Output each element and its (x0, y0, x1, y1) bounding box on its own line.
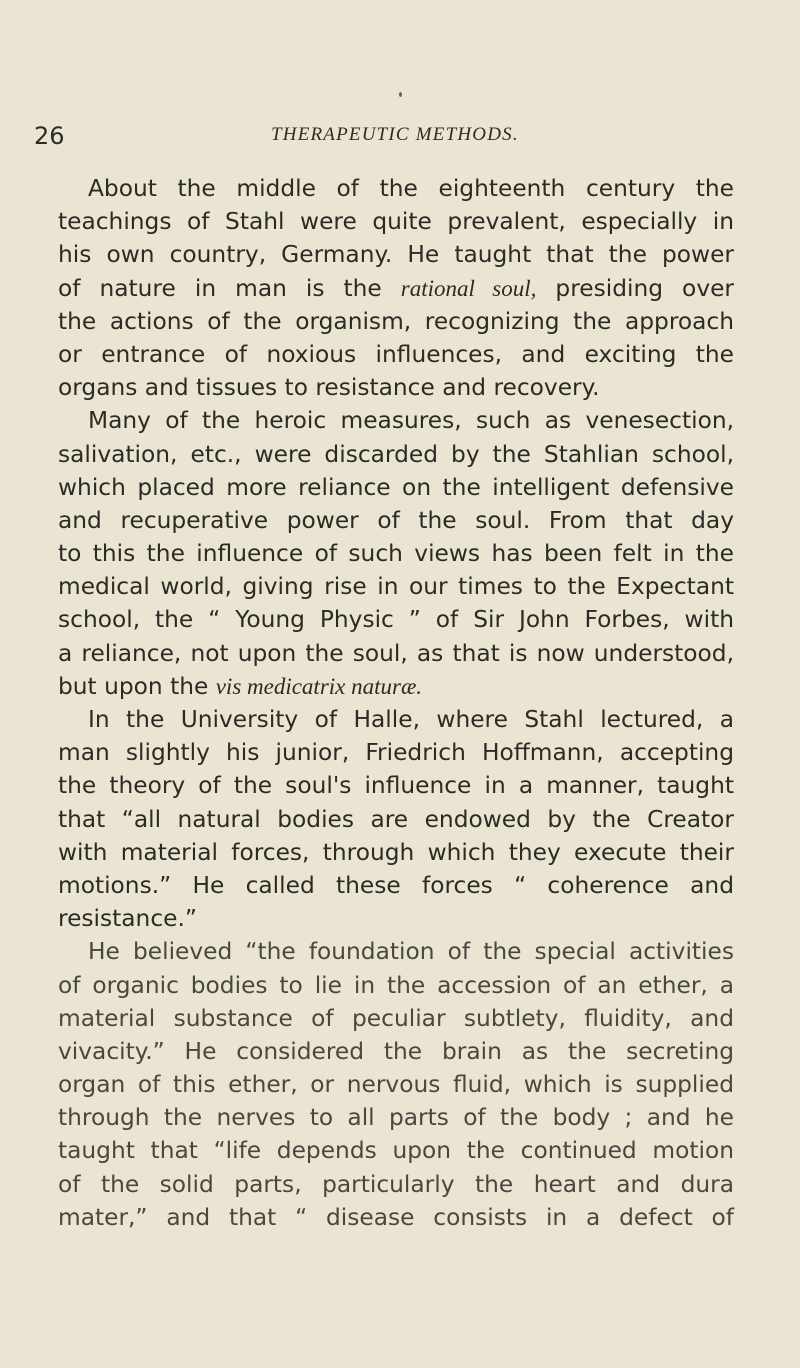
print-speck (399, 92, 402, 97)
text-line: that “all natural bodies are endowed by the Creator (58, 805, 734, 833)
text-line: In the University of Halle, where Stahl lectured, a (88, 706, 734, 733)
page-number: 26 (34, 122, 65, 150)
text-line: taught that “life depends upon the continued motion (58, 1137, 734, 1165)
italic-phrase: rational soul, (400, 275, 537, 301)
text-line: He believed “the foundation of the special activities (88, 938, 734, 966)
text-line: man slightly his junior, Friedrich Hoffmann, accepting (58, 739, 734, 767)
text-line: with material forces, through which they execute their (58, 838, 734, 866)
text-line: mater,” and that “ disease consists in a defect of (58, 1203, 734, 1231)
text-line: About the middle of the eighteenth century the (88, 175, 734, 202)
text-line: school, the “ Young Physic ” of Sir John Forbes, with (58, 606, 734, 634)
text-run: of nature in man is the (58, 274, 401, 302)
text-line: and recuperative power of the soul. From that day (58, 506, 734, 534)
text-line: to this the influence of such views has been felt in the (58, 540, 734, 568)
text-line: organs and tissues to resistance and recovery. (58, 374, 600, 402)
text-run: but upon the (58, 672, 216, 700)
text-line: his own country, Germany. He taught that the power (58, 241, 734, 269)
text-line: Many of the heroic measures, such as venesection, (88, 407, 734, 435)
running-head: THERAPEUTIC METHODS. (271, 124, 519, 145)
text-line: a reliance, not upon the soul, as that is now understood, (58, 639, 734, 667)
text-line: the actions of the organism, recognizing the approach (58, 307, 734, 335)
text-line (58, 272, 734, 305)
text-line: the theory of the soul's influence in a manner, taught (58, 772, 734, 800)
text-line: teachings of Stahl were quite prevalent, especially in (58, 208, 734, 236)
italic-phrase: vis medicatrix naturæ. (215, 673, 423, 699)
text-line: vivacity.” He considered the brain as the secreting (58, 1037, 734, 1065)
text-line: or entrance of noxious influences, and exciting the (58, 340, 734, 368)
text-line: resistance.” (58, 905, 197, 933)
text-line: motions.” He called these forces “ coherence and (58, 871, 734, 899)
page-header (34, 122, 754, 152)
text-line: of the solid parts, particularly the heart and dura (58, 1170, 734, 1198)
text-line: which placed more reliance on the intelligent defensive (58, 473, 734, 501)
text-line: through the nerves to all parts of the body ; and he (58, 1104, 734, 1132)
text-line (58, 670, 734, 703)
text-line: of organic bodies to lie in the accession of an ether, a (58, 971, 734, 999)
text-line: salivation, etc., were discarded by the Stahlian school, (58, 440, 734, 468)
text-line: material substance of peculiar subtlety, fluidity, and (58, 1004, 734, 1032)
body-text (58, 172, 734, 1234)
text-line: medical world, giving rise in our times to the Expectant (58, 573, 734, 601)
text-run: presiding over (536, 274, 735, 302)
text-line: organ of this ether, or nervous fluid, which is supplied (58, 1071, 734, 1099)
